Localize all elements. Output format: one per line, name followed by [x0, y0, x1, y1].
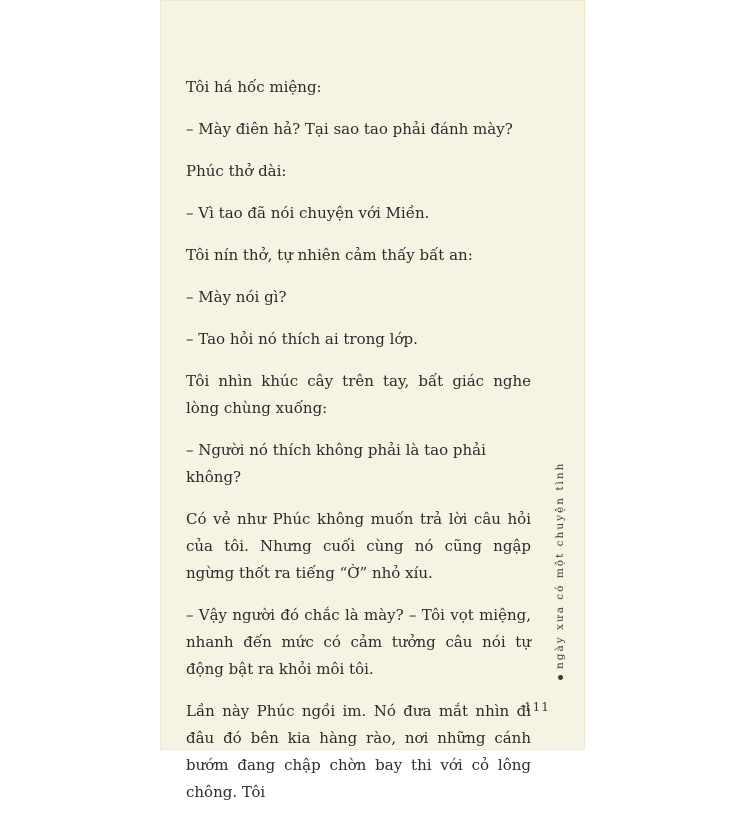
paragraph: – Tao hỏi nó thích ai trong lớp. — [186, 330, 418, 348]
paragraph: – Mày nói gì? — [186, 288, 287, 306]
paragraph: Tôi nín thở, tự nhiên cảm thấy bất an: — [186, 246, 473, 264]
paragraph: Có vẻ như Phúc không muốn trả lời câu hỏi của tôi. Nhưng cuối cùng nó cũng ngập ngừng thốt ra tiếng “Ờ” nhỏ xíu. — [186, 510, 531, 582]
bullet-icon — [558, 675, 563, 680]
paragraph: Lần này Phúc ngồi im. Nó đưa mắt nhìn đi đâu đó bên kia hàng rào, nơi những cánh bướm đang chập chờn bay thi với cỏ lông chông. Tôi — [186, 702, 531, 801]
paragraph: – Vì tao đã nói chuyện với Miền. — [186, 204, 430, 222]
page-number: 111 — [524, 700, 550, 714]
paragraph: – Mày điên hả? Tại sao tao phải đánh mày? — [186, 120, 513, 138]
paragraph: Phúc thở dài: — [186, 162, 287, 180]
book-page — [160, 0, 585, 801]
paragraph: – Vậy người đó chắc là mày? – Tôi vọt miệng, nhanh đến mức có cảm tưởng câu nói tự động bật ra khỏi môi tôi. — [186, 606, 531, 678]
paragraph: Tôi nhìn khúc cây trên tay, bất giác nghe lòng chùng xuống: — [186, 372, 531, 417]
running-title-text: ngày xưa có một chuyện tình — [554, 461, 566, 669]
paragraph: – Người nó thích không phải là tao phải không? — [186, 441, 486, 486]
paragraph: Tôi há hốc miệng: — [186, 78, 322, 96]
page-text — [186, 74, 531, 821]
running-title — [554, 462, 566, 680]
